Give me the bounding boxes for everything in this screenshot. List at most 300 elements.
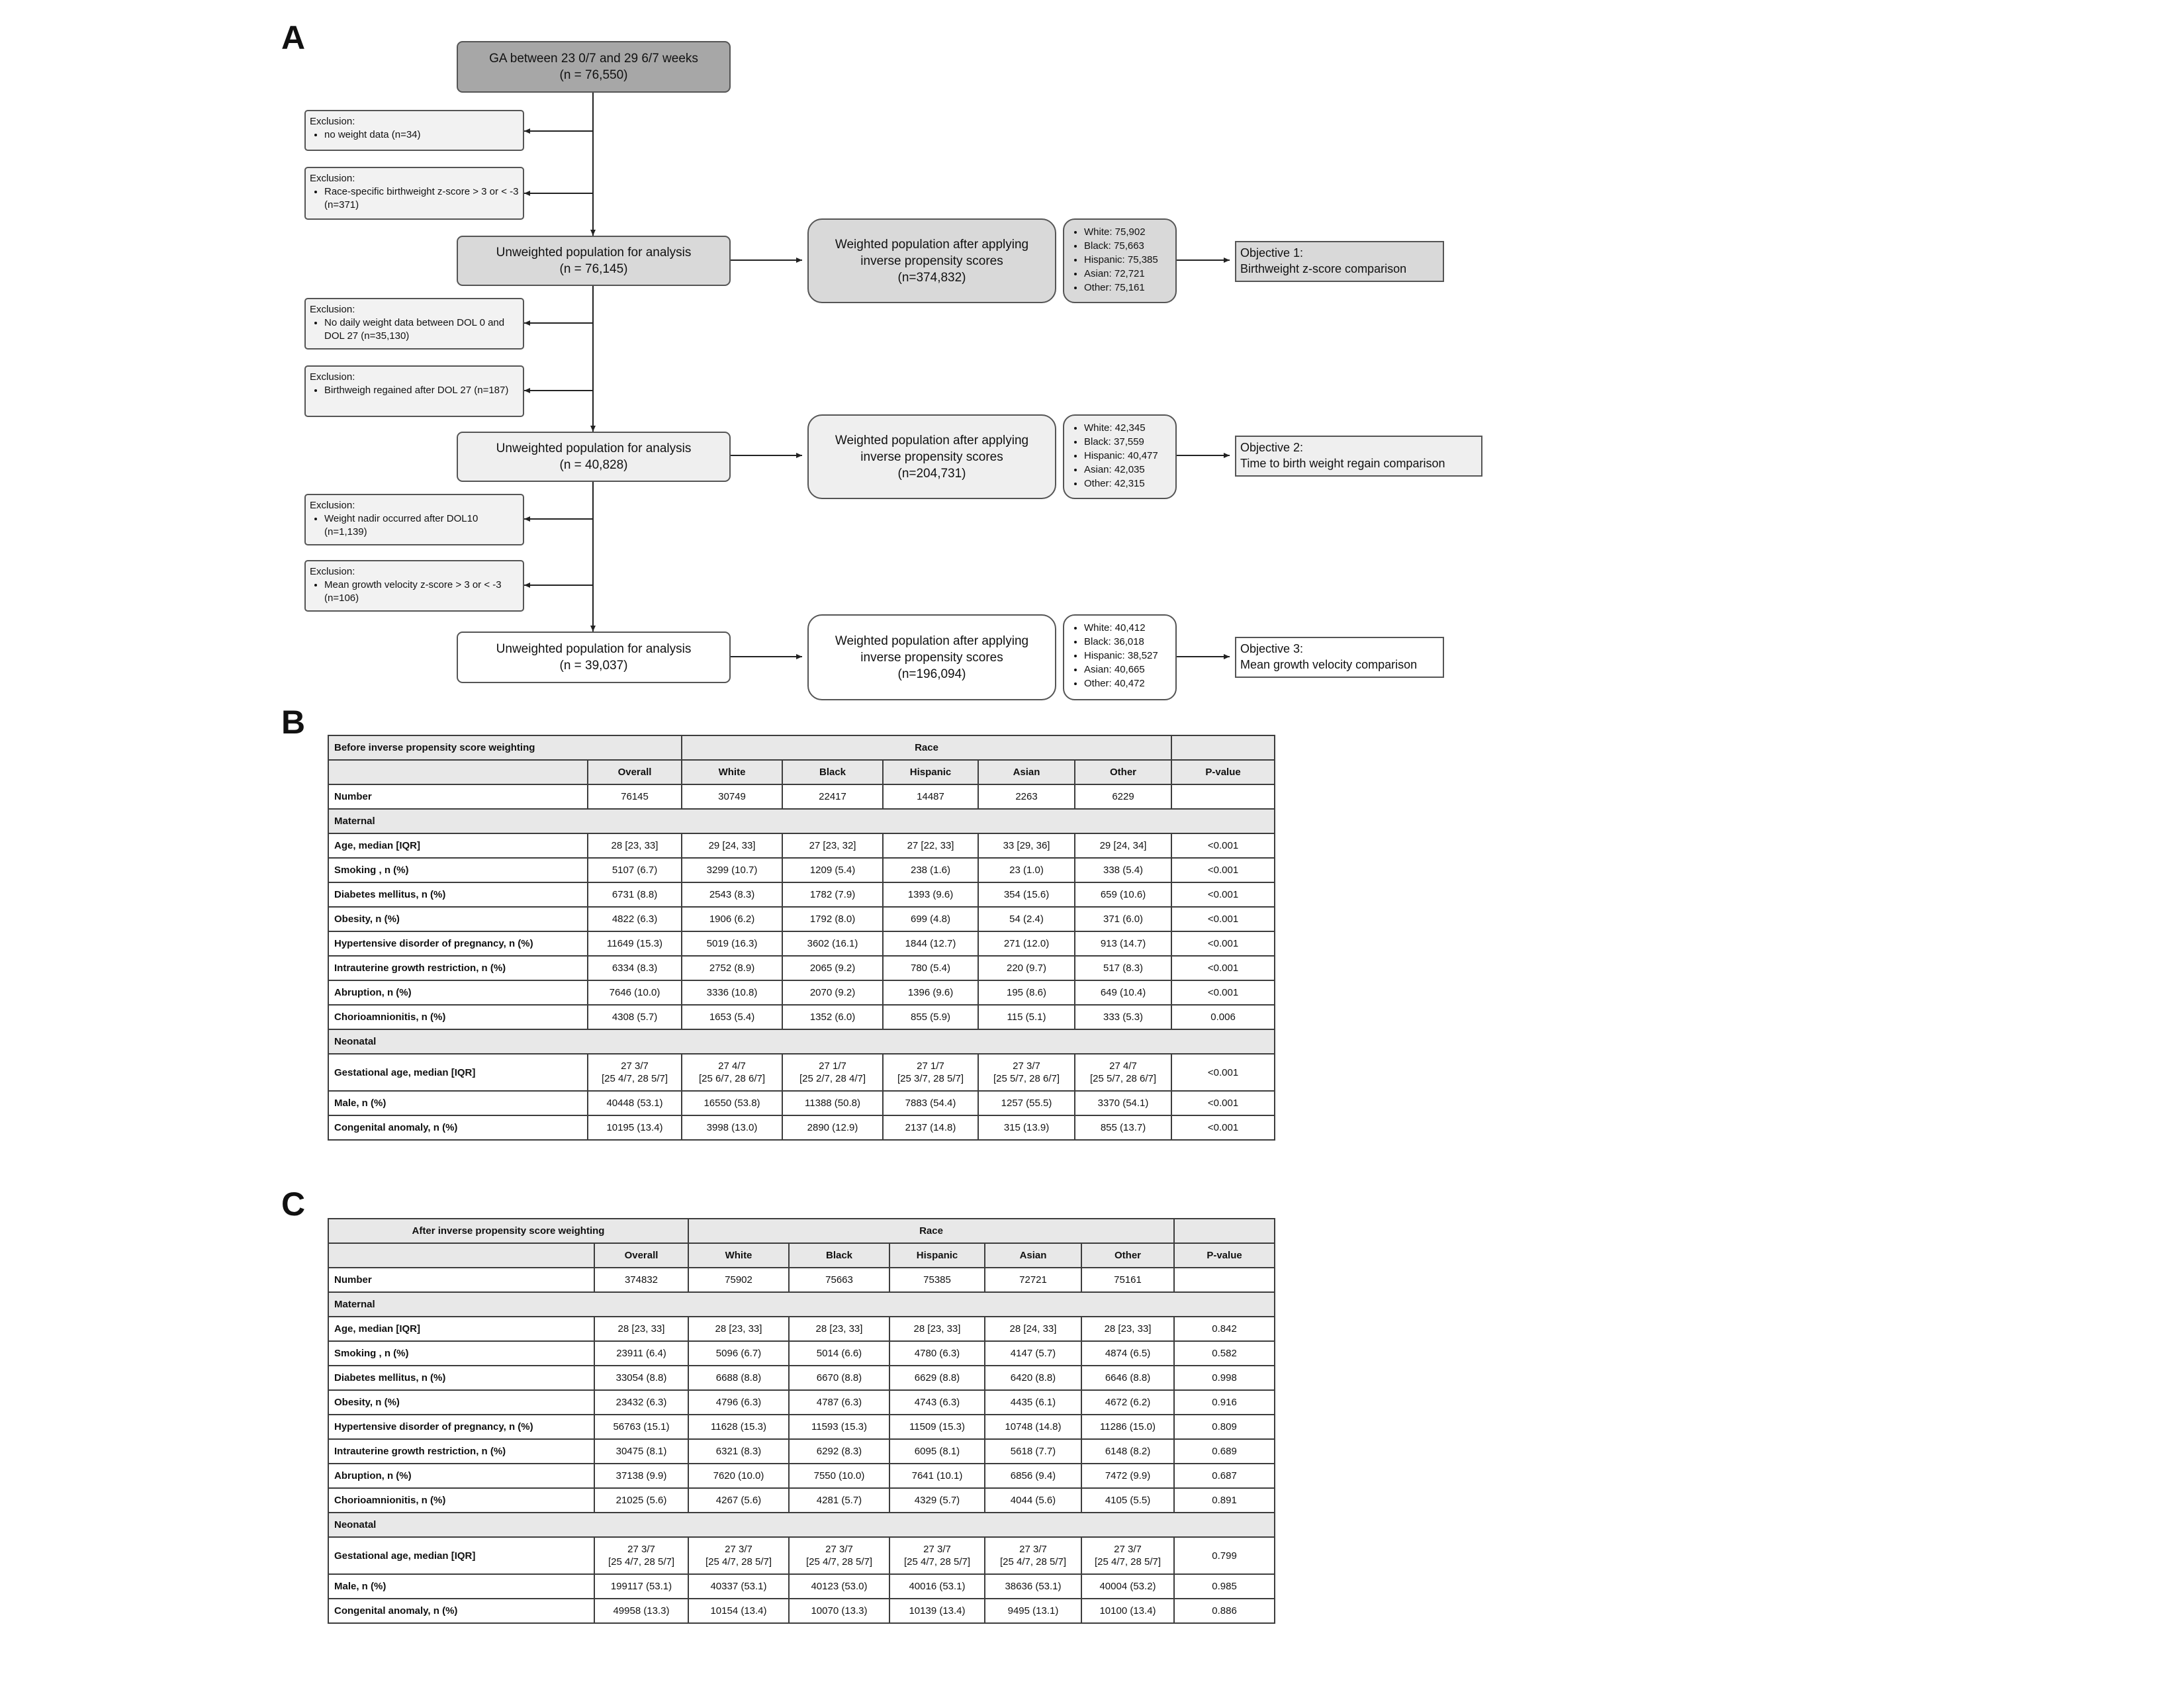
table-cell: 4796 (6.3)	[688, 1390, 789, 1415]
table-cell: 38636 (53.1)	[985, 1574, 1081, 1599]
weighted-line1: Weighted population after applying	[835, 433, 1029, 447]
table-cell: 0.916	[1174, 1390, 1275, 1415]
exclusion-box-2	[304, 167, 524, 220]
row-label: Age, median [IQR]	[328, 833, 588, 858]
cell-line: 27 3/7	[1019, 1544, 1047, 1555]
table-cell: 23432 (6.3)	[594, 1390, 688, 1415]
table-after-weighting	[328, 1218, 1275, 1624]
table-cell: 76145	[588, 784, 682, 809]
table-cell: 3336 (10.8)	[682, 980, 782, 1005]
table-cell	[782, 1054, 883, 1091]
table-cell: 371 (6.0)	[1075, 907, 1171, 931]
table-cell: 4822 (6.3)	[588, 907, 682, 931]
cell-line: 27 1/7	[819, 1060, 846, 1072]
table-row	[328, 1115, 1275, 1140]
table-row	[328, 1341, 1275, 1366]
table-cell: <0.001	[1171, 833, 1275, 858]
cell-line: [25 4/7, 28 5/7]	[805, 1556, 873, 1568]
unweighted-box-1	[457, 236, 731, 286]
table-cell: 11628 (15.3)	[688, 1415, 789, 1439]
table-cell: 855 (5.9)	[883, 1005, 978, 1029]
table-cell: 54 (2.4)	[978, 907, 1075, 931]
table-cell: 6646 (8.8)	[1081, 1366, 1174, 1390]
table-cell: 28 [24, 33]	[985, 1317, 1081, 1341]
unweighted-line2: (n = 40,828)	[559, 458, 628, 472]
exclusion-label: Exclusion:	[310, 173, 355, 184]
objective-box-3	[1235, 637, 1444, 678]
weighted-line2: inverse propensity scores	[860, 650, 1003, 665]
table-cell: 28 [23, 33]	[594, 1317, 688, 1341]
weighted-box-3	[807, 614, 1056, 700]
table-row	[328, 833, 1275, 858]
column-header: White	[688, 1243, 789, 1268]
row-label: Intrauterine growth restriction, n (%)	[328, 1439, 594, 1464]
row-label: Male, n (%)	[328, 1091, 588, 1115]
column-header: Black	[782, 760, 883, 784]
table-cell: 11286 (15.0)	[1081, 1415, 1174, 1439]
unweighted-line2: (n = 39,037)	[559, 659, 628, 673]
table-cell: 0.689	[1174, 1439, 1275, 1464]
table-cell	[1171, 1054, 1275, 1091]
table-row	[328, 1317, 1275, 1341]
table-cell	[985, 1537, 1081, 1574]
table-cell: 56763 (15.1)	[594, 1415, 688, 1439]
table-cell: 75902	[688, 1268, 789, 1292]
cell-line: 27 3/7	[725, 1544, 752, 1555]
column-header: Other	[1081, 1243, 1174, 1268]
table-cell: 6670 (8.8)	[789, 1366, 889, 1390]
table-cell: 659 (10.6)	[1075, 882, 1171, 907]
table-cell: 855 (13.7)	[1075, 1115, 1171, 1140]
cell-line: 27 4/7	[718, 1060, 746, 1072]
table-row	[328, 1054, 1275, 1091]
row-label: Diabetes mellitus, n (%)	[328, 1366, 594, 1390]
objective-box-2	[1235, 436, 1482, 477]
table-cell: 6095 (8.1)	[889, 1439, 985, 1464]
table-before-weighting	[328, 735, 1275, 1141]
start-box	[457, 41, 731, 93]
table-cell: 11388 (50.8)	[782, 1091, 883, 1115]
table-cell: 2070 (9.2)	[782, 980, 883, 1005]
panel-label-b: B	[281, 704, 306, 741]
table-cell: 4044 (5.6)	[985, 1488, 1081, 1513]
row-label: Gestational age, median [IQR]	[328, 1054, 588, 1091]
race-count: • Asian: 72,721	[1084, 267, 1171, 281]
table-cell: 780 (5.4)	[883, 956, 978, 980]
table-cell: 1906 (6.2)	[682, 907, 782, 931]
table-cell: 4780 (6.3)	[889, 1341, 985, 1366]
table-cell: 6420 (8.8)	[985, 1366, 1081, 1390]
table-cell: 6629 (8.8)	[889, 1366, 985, 1390]
table-cell: 40004 (53.2)	[1081, 1574, 1174, 1599]
table-cell: 0.006	[1171, 1005, 1275, 1029]
exclusion-item: • No daily weight data between DOL 0 and DOL 27 (n=35,130)	[324, 316, 519, 343]
cell-line: [25 2/7, 28 4/7]	[799, 1073, 866, 1084]
table-cell: 4787 (6.3)	[789, 1390, 889, 1415]
table-row	[328, 1488, 1275, 1513]
table-cell: 72721	[985, 1268, 1081, 1292]
cell-line: 27 3/7	[825, 1544, 853, 1555]
table-cell: 28 [23, 33]	[588, 833, 682, 858]
exclusion-label: Exclusion:	[310, 116, 355, 127]
table-cell	[789, 1537, 889, 1574]
table-cell	[1075, 1054, 1171, 1091]
table-cell: 10195 (13.4)	[588, 1115, 682, 1140]
row-label: Abruption, n (%)	[328, 1464, 594, 1488]
section-row	[328, 1513, 1275, 1537]
race-count: • Black: 36,018	[1084, 635, 1171, 649]
table-cell: 0.886	[1174, 1599, 1275, 1623]
panel-label-c: C	[281, 1186, 306, 1223]
table-cell: <0.001	[1171, 882, 1275, 907]
table-cell: 40016 (53.1)	[889, 1574, 985, 1599]
unweighted-line1: Unweighted population for analysis	[496, 642, 692, 656]
table-cell: 2543 (8.3)	[682, 882, 782, 907]
table-cell: 33 [29, 36]	[978, 833, 1075, 858]
table-cell: 913 (14.7)	[1075, 931, 1171, 956]
table-cell: 3299 (10.7)	[682, 858, 782, 882]
table-cell	[1174, 1537, 1275, 1574]
exclusion-box-4	[304, 365, 524, 417]
exclusion-item: • Race-specific birthweight z-score > 3 or < -3 (n=371)	[324, 185, 519, 212]
table-cell: 220 (9.7)	[978, 956, 1075, 980]
race-count: • Other: 40,472	[1084, 677, 1171, 690]
objective-title: Objective 2:	[1240, 441, 1304, 454]
row-label: Abruption, n (%)	[328, 980, 588, 1005]
table-row	[328, 1574, 1275, 1599]
cell-line: [25 4/7, 28 5/7]	[608, 1556, 675, 1568]
cell-line: [25 4/7, 28 5/7]	[705, 1556, 772, 1568]
table-cell: 0.998	[1174, 1366, 1275, 1390]
exclusion-item: • no weight data (n=34)	[324, 128, 519, 142]
column-header: P-value	[1174, 1243, 1275, 1268]
cell-line: [25 4/7, 28 5/7]	[903, 1556, 971, 1568]
table-cell: 23911 (6.4)	[594, 1341, 688, 1366]
row-label: Hypertensive disorder of pregnancy, n (%)	[328, 1415, 594, 1439]
table-cell: 4147 (5.7)	[985, 1341, 1081, 1366]
exclusion-label: Exclusion:	[310, 566, 355, 577]
cell-line: [25 3/7, 28 5/7]	[897, 1073, 964, 1084]
column-header: Hispanic	[883, 760, 978, 784]
table-cell: 7641 (10.1)	[889, 1464, 985, 1488]
header-blank	[328, 760, 588, 784]
weighted-line2: inverse propensity scores	[860, 254, 1003, 268]
header-blank	[1171, 735, 1275, 760]
table-cell	[1174, 1268, 1275, 1292]
table-cell	[1171, 784, 1275, 809]
cell-line: [25 4/7, 28 5/7]	[999, 1556, 1067, 1568]
column-header: P-value	[1171, 760, 1275, 784]
unweighted-line1: Unweighted population for analysis	[496, 442, 692, 455]
table-cell: 2065 (9.2)	[782, 956, 883, 980]
table-cell: 14487	[883, 784, 978, 809]
table-cell: 22417	[782, 784, 883, 809]
table-cell: 199117 (53.1)	[594, 1574, 688, 1599]
table-cell: 11593 (15.3)	[789, 1415, 889, 1439]
table-cell: 5618 (7.7)	[985, 1439, 1081, 1464]
column-header: Overall	[588, 760, 682, 784]
objective-title: Objective 1:	[1240, 246, 1304, 259]
objective-box-1	[1235, 241, 1444, 282]
column-header: Asian	[985, 1243, 1081, 1268]
table-cell: 16550 (53.8)	[682, 1091, 782, 1115]
table-cell: 1844 (12.7)	[883, 931, 978, 956]
table-cell: 0.687	[1174, 1464, 1275, 1488]
table-row	[328, 1537, 1275, 1574]
exclusion-item: • Weight nadir occurred after DOL10 (n=1,139)	[324, 512, 519, 539]
objective-desc: Birthweight z-score comparison	[1240, 262, 1407, 275]
table-cell: 195 (8.6)	[978, 980, 1075, 1005]
table-cell: 37138 (9.9)	[594, 1464, 688, 1488]
cell-line: <0.001	[1207, 1066, 1239, 1078]
row-label: Number	[328, 1268, 594, 1292]
cell-line: 27 3/7	[1013, 1060, 1040, 1072]
table-cell: 7620 (10.0)	[688, 1464, 789, 1488]
unweighted-line2: (n = 76,145)	[559, 262, 628, 276]
table-cell: <0.001	[1171, 1115, 1275, 1140]
table-cell: 75385	[889, 1268, 985, 1292]
table-cell: 1257 (55.5)	[978, 1091, 1075, 1115]
race-count: • Hispanic: 38,527	[1084, 649, 1171, 663]
table-cell: 3602 (16.1)	[782, 931, 883, 956]
weighted-line1: Weighted population after applying	[835, 633, 1029, 648]
table-cell: 28 [23, 33]	[688, 1317, 789, 1341]
table-cell: 338 (5.4)	[1075, 858, 1171, 882]
table-cell	[889, 1537, 985, 1574]
exclusion-item: • Mean growth velocity z-score > 3 or < -3 (n=106)	[324, 579, 519, 605]
table-cell: 5014 (6.6)	[789, 1341, 889, 1366]
race-list-box-2	[1063, 414, 1177, 499]
table-cell: 2890 (12.9)	[782, 1115, 883, 1140]
table-cell: 23 (1.0)	[978, 858, 1075, 882]
table-cell: 33054 (8.8)	[594, 1366, 688, 1390]
table-cell	[688, 1537, 789, 1574]
section-row	[328, 809, 1275, 833]
table-row	[328, 1439, 1275, 1464]
table-cell: 1352 (6.0)	[782, 1005, 883, 1029]
column-header-row	[328, 760, 1275, 784]
table-cell: 354 (15.6)	[978, 882, 1075, 907]
table-cell: 4329 (5.7)	[889, 1488, 985, 1513]
exclusion-box-6	[304, 560, 524, 612]
race-count: • Hispanic: 75,385	[1084, 253, 1171, 267]
cell-line: [25 5/7, 28 6/7]	[993, 1073, 1060, 1084]
column-header: Other	[1075, 760, 1171, 784]
table-cell: 10070 (13.3)	[789, 1599, 889, 1623]
race-count: • Other: 42,315	[1084, 477, 1171, 491]
table-cell: 374832	[594, 1268, 688, 1292]
race-list-box-1	[1063, 218, 1177, 303]
cell-line: 27 4/7	[1109, 1060, 1137, 1072]
exclusion-box-1	[304, 110, 524, 151]
table-row	[328, 1464, 1275, 1488]
start-line1: GA between 23 0/7 and 29 6/7 weeks	[489, 52, 698, 66]
table-cell: 0.809	[1174, 1415, 1275, 1439]
table-cell: 7550 (10.0)	[789, 1464, 889, 1488]
cell-line: 27 3/7	[923, 1544, 951, 1555]
table-cell: 4308 (5.7)	[588, 1005, 682, 1029]
objective-desc: Mean growth velocity comparison	[1240, 658, 1418, 671]
table-cell: <0.001	[1171, 1091, 1275, 1115]
weighted-line3: (n=204,731)	[897, 466, 966, 481]
weighted-box-2	[807, 414, 1056, 499]
table-cell: 4743 (6.3)	[889, 1390, 985, 1415]
race-count: • Asian: 42,035	[1084, 463, 1171, 477]
table-body	[328, 735, 1275, 1140]
row-label: Number	[328, 784, 588, 809]
race-count: • Asian: 40,665	[1084, 663, 1171, 677]
cell-line: [25 5/7, 28 6/7]	[1089, 1073, 1157, 1084]
table-cell: 6292 (8.3)	[789, 1439, 889, 1464]
section-label: Neonatal	[328, 1029, 1275, 1054]
table-cell: 30749	[682, 784, 782, 809]
table-body	[328, 1219, 1275, 1623]
table-cell: 6688 (8.8)	[688, 1366, 789, 1390]
table-cell	[594, 1537, 688, 1574]
table-cell: 6334 (8.3)	[588, 956, 682, 980]
table-row	[328, 784, 1275, 809]
row-label: Congenital anomaly, n (%)	[328, 1115, 588, 1140]
row-label: Obesity, n (%)	[328, 1390, 594, 1415]
table-cell: 333 (5.3)	[1075, 1005, 1171, 1029]
table-cell: 40448 (53.1)	[588, 1091, 682, 1115]
table-cell: 3998 (13.0)	[682, 1115, 782, 1140]
weighted-line2: inverse propensity scores	[860, 449, 1003, 464]
exclusion-box-3	[304, 298, 524, 350]
table-cell: 40337 (53.1)	[688, 1574, 789, 1599]
table-cell: 1792 (8.0)	[782, 907, 883, 931]
table-cell: 0.582	[1174, 1341, 1275, 1366]
table-cell: 30475 (8.1)	[594, 1439, 688, 1464]
table-cell: 2752 (8.9)	[682, 956, 782, 980]
table-cell: 10139 (13.4)	[889, 1599, 985, 1623]
table-cell: <0.001	[1171, 907, 1275, 931]
table-cell: 7883 (54.4)	[883, 1091, 978, 1115]
exclusion-box-5	[304, 494, 524, 545]
table-cell: 4267 (5.6)	[688, 1488, 789, 1513]
table-cell: 75161	[1081, 1268, 1174, 1292]
table-row	[328, 858, 1275, 882]
table-row	[328, 1366, 1275, 1390]
objective-desc: Time to birth weight regain comparison	[1240, 457, 1445, 470]
column-header: Overall	[594, 1243, 688, 1268]
table-cell	[588, 1054, 682, 1091]
race-count: • White: 42,345	[1084, 421, 1171, 435]
table-row	[328, 1005, 1275, 1029]
table-cell: 29 [24, 34]	[1075, 833, 1171, 858]
table-cell: 2137 (14.8)	[883, 1115, 978, 1140]
unweighted-box-2	[457, 432, 731, 482]
table-row	[328, 956, 1275, 980]
table-cell: 28 [23, 33]	[889, 1317, 985, 1341]
cell-line: 27 3/7	[627, 1544, 655, 1555]
table-cell: 29 [24, 33]	[682, 833, 782, 858]
table-cell	[978, 1054, 1075, 1091]
table-cell: 517 (8.3)	[1075, 956, 1171, 980]
column-header-row	[328, 1243, 1275, 1268]
table-cell: 0.891	[1174, 1488, 1275, 1513]
table-cell: 11649 (15.3)	[588, 931, 682, 956]
table-cell: 28 [23, 33]	[789, 1317, 889, 1341]
table-cell	[682, 1054, 782, 1091]
panel-label-a: A	[281, 19, 306, 56]
table-cell: 0.842	[1174, 1317, 1275, 1341]
table-cell: 315 (13.9)	[978, 1115, 1075, 1140]
section-row	[328, 1029, 1275, 1054]
table-row	[328, 980, 1275, 1005]
table-cell: 11509 (15.3)	[889, 1415, 985, 1439]
column-header: Black	[789, 1243, 889, 1268]
cell-line: [25 4/7, 28 5/7]	[1094, 1556, 1161, 1568]
race-count: • White: 40,412	[1084, 621, 1171, 635]
table-cell: 10748 (14.8)	[985, 1415, 1081, 1439]
race-count: • Hispanic: 40,477	[1084, 449, 1171, 463]
race-count: • Black: 37,559	[1084, 435, 1171, 449]
table-cell: 1209 (5.4)	[782, 858, 883, 882]
table-cell: 3370 (54.1)	[1075, 1091, 1171, 1115]
table-row	[328, 1091, 1275, 1115]
cell-line: 0.799	[1212, 1550, 1237, 1562]
section-label: Maternal	[328, 1292, 1275, 1317]
table-cell: 28 [23, 33]	[1081, 1317, 1174, 1341]
table-cell	[883, 1054, 978, 1091]
table-cell: 27 [22, 33]	[883, 833, 978, 858]
table-cell: 115 (5.1)	[978, 1005, 1075, 1029]
table-cell: 4874 (6.5)	[1081, 1341, 1174, 1366]
table-cell: 699 (4.8)	[883, 907, 978, 931]
table-cell: <0.001	[1171, 931, 1275, 956]
cell-line: 27 1/7	[917, 1060, 944, 1072]
table-cell: 1393 (9.6)	[883, 882, 978, 907]
exclusion-label: Exclusion:	[310, 500, 355, 511]
row-label: Congenital anomaly, n (%)	[328, 1599, 594, 1623]
race-list-box-3	[1063, 614, 1177, 700]
section-label: Neonatal	[328, 1513, 1275, 1537]
table-cell: 6856 (9.4)	[985, 1464, 1081, 1488]
exclusion-label: Exclusion:	[310, 371, 355, 383]
table-cell: 1396 (9.6)	[883, 980, 978, 1005]
flowchart	[0, 0, 2184, 702]
table-cell: 5096 (6.7)	[688, 1341, 789, 1366]
race-count: • Black: 75,663	[1084, 239, 1171, 253]
row-label: Age, median [IQR]	[328, 1317, 594, 1341]
race-header: Race	[688, 1219, 1174, 1243]
start-line2: (n = 76,550)	[559, 68, 628, 82]
row-label: Obesity, n (%)	[328, 907, 588, 931]
row-label: Smoking , n (%)	[328, 1341, 594, 1366]
exclusion-label: Exclusion:	[310, 304, 355, 315]
table-cell: 10100 (13.4)	[1081, 1599, 1174, 1623]
table-cell: <0.001	[1171, 858, 1275, 882]
row-label: Chorioamnionitis, n (%)	[328, 1005, 588, 1029]
row-label: Diabetes mellitus, n (%)	[328, 882, 588, 907]
row-label: Chorioamnionitis, n (%)	[328, 1488, 594, 1513]
column-header: Asian	[978, 760, 1075, 784]
header-row	[328, 1219, 1275, 1243]
table-cell: 7646 (10.0)	[588, 980, 682, 1005]
weighted-line3: (n=374,832)	[897, 270, 966, 285]
header-blank	[328, 1243, 594, 1268]
table-cell: 4105 (5.5)	[1081, 1488, 1174, 1513]
table-cell: 27 [23, 32]	[782, 833, 883, 858]
table-cell: <0.001	[1171, 980, 1275, 1005]
row-label: Intrauterine growth restriction, n (%)	[328, 956, 588, 980]
objective-title: Objective 3:	[1240, 642, 1304, 655]
section-label: Maternal	[328, 809, 1275, 833]
unweighted-box-3	[457, 632, 731, 683]
table-row	[328, 882, 1275, 907]
table-cell: 4281 (5.7)	[789, 1488, 889, 1513]
